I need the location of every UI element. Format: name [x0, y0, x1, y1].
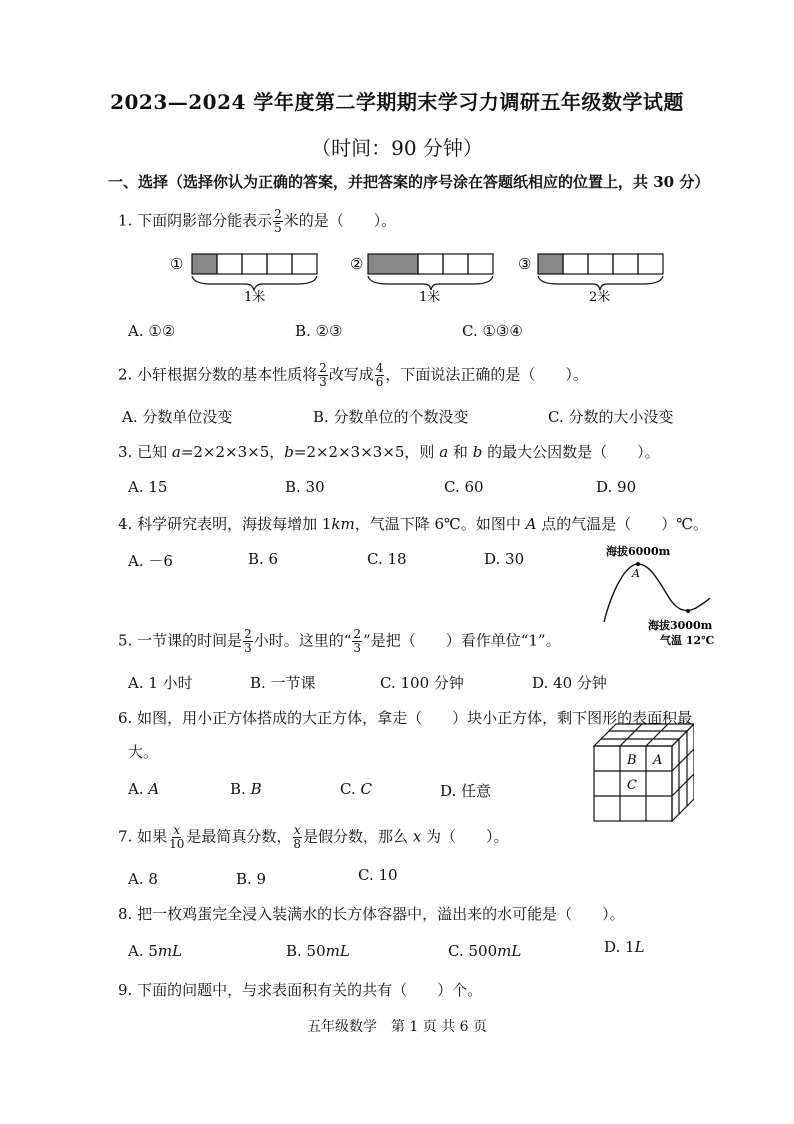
- q5-option-a: A. 1 小时: [128, 674, 193, 692]
- q4-bottom-temp-label: 气温 12℃: [660, 634, 715, 647]
- q6-cube-label-a: A: [653, 753, 663, 768]
- question-6-line-2: 大。: [128, 743, 159, 761]
- q1-fig3-shaded-cell: [538, 254, 563, 274]
- q4-mountain-curve: [604, 564, 710, 622]
- q2-option-c: C. 分数的大小没变: [548, 408, 674, 426]
- question-9: 9. 下面的问题中，与求表面积有关的共有（ ）个。: [118, 981, 483, 999]
- page-footer: 五年级数学 第 1 页 共 6 页: [306, 1019, 488, 1035]
- q4-bottom-altitude-label: 海拔3000m: [648, 619, 713, 632]
- page-subtitle: （时间：90 分钟）: [311, 136, 483, 160]
- q8-option-b: B. 50mL: [286, 942, 350, 960]
- q2-fraction-2: $\frac{4}{6}$: [375, 361, 384, 389]
- question-5: 5. 一节课的时间是 $\frac{2}{3}$ 小时。这里的“ $\frac{2}{3}$ ”是把（ ）看作单位“1”。: [118, 627, 561, 655]
- question-8: 8. 把一枚鸡蛋完全浸入装满水的长方体容器中，溢出来的水可能是（ ）。: [118, 905, 625, 923]
- q3-option-c: C. 60: [444, 478, 484, 496]
- q1-option-b: B. ②③: [295, 322, 343, 340]
- q4-option-c: C. 18: [367, 550, 407, 568]
- q1-suffix: 米的是（ ）。: [283, 211, 397, 230]
- q1-prefix: 1. 下面阴影部分能表示: [118, 211, 273, 230]
- q7-option-b: B. 9: [236, 870, 267, 888]
- q3-option-b: B. 30: [285, 478, 325, 496]
- q4-point-a-label: A: [632, 567, 640, 580]
- question-6-line-1: 6. 如图，用小正方体搭成的大正方体，拿走（ ）块小正方体，剩下图形的表面积最: [118, 709, 693, 727]
- q1-option-a: A. ①②: [128, 322, 176, 340]
- q8-option-c: C. 500mL: [448, 942, 522, 960]
- q6-option-b: B. B: [230, 780, 262, 798]
- q1-fig2-marker: ②: [350, 255, 364, 273]
- q5-fraction-2: $\frac{2}{3}$: [353, 627, 362, 655]
- q4-point-a: [636, 562, 640, 566]
- q4-option-a: A. －6: [128, 552, 173, 570]
- q7-option-a: A. 8: [128, 870, 158, 888]
- q1-fig3-label: 2米: [589, 290, 611, 305]
- q1-fraction: $\frac{2}{5}$: [274, 207, 282, 235]
- q3-option-d: D. 90: [596, 478, 637, 496]
- q4-top-altitude-label: 海拔6000m: [606, 545, 671, 558]
- q3-option-a: A. 15: [128, 478, 168, 496]
- q1-fig1-shaded-cell: [192, 254, 217, 274]
- q1-fig1-marker: ①: [170, 255, 184, 273]
- q5-option-b: B. 一节课: [250, 674, 316, 692]
- q1-figures: [166, 248, 676, 306]
- q1-fig1-label: 1米: [244, 290, 266, 305]
- question-1: [118, 208, 396, 235]
- q5-fraction-1: $\frac{2}{3}$: [244, 627, 252, 655]
- q1-fig2-shaded-cell: [368, 254, 418, 274]
- q1-fig3-brace: [538, 276, 663, 290]
- q6-option-a: A. A: [128, 780, 160, 798]
- q4-option-d: D. 30: [484, 550, 525, 568]
- q1-fig1-brace: [192, 276, 317, 290]
- q5-option-d: D. 40 分钟: [532, 674, 607, 692]
- question-3: 3. 已知 a=2×2×3×5，b=2×2×3×3×5，则 a 和 b 的最大公因数是（ ）。: [118, 443, 660, 461]
- q2-option-a: A. 分数单位没变: [122, 408, 233, 426]
- q6-cube-label-c: C: [627, 778, 637, 793]
- q7-fraction-2: $\frac{x}{8}$: [293, 823, 302, 851]
- q6-cube-label-b: B: [627, 753, 637, 768]
- q1-fig3-marker: ③: [518, 255, 532, 273]
- q6-option-c: C. C: [340, 780, 372, 798]
- page-title: 2023—2024 学年度第二学期期末学习力调研五年级数学试题: [110, 90, 684, 114]
- q8-option-a: A. 5mL: [128, 942, 183, 960]
- q2-option-b: B. 分数单位的个数没变: [313, 408, 469, 426]
- q1-fig2-label: 1米: [419, 290, 441, 305]
- q4-option-b: B. 6: [248, 550, 279, 568]
- q8-option-d: D. 1L: [604, 938, 645, 956]
- question-7: 7. 如果 $\frac{x}{10}$ 是最简真分数， $\frac{x}{8}$ 是假分数，那么 x 为（ ）。: [118, 823, 509, 851]
- q5-option-c: C. 100 分钟: [380, 674, 464, 692]
- q1-option-c: C. ①③④: [462, 322, 523, 340]
- q4-mountain-figure: [596, 540, 726, 654]
- q7-option-c: C. 10: [358, 866, 398, 884]
- section-heading: 一、选择（选择你认为正确的答案，并把答案的序号涂在答题纸相应的位置上，共 30 分）: [108, 173, 710, 191]
- q7-fraction-1: $\frac{x}{10}$: [169, 823, 185, 851]
- question-4: 4. 科学研究表明，海拔每增加 1km，气温下降 6℃。如图中 A 点的气温是（ ）℃。: [118, 515, 709, 533]
- q2-fraction-1: $\frac{2}{3}$: [319, 361, 327, 389]
- q6-cube-figure: [590, 720, 694, 824]
- q1-fig2-brace: [368, 276, 493, 290]
- question-2: 2. 小轩根据分数的基本性质将 $\frac{2}{3}$ 改写成 $\frac{4}{6}$ ，下面说法正确的是（ ）。: [118, 361, 588, 389]
- q6-option-d: D. 任意: [440, 782, 492, 800]
- q4-point-bottom: [686, 609, 690, 613]
